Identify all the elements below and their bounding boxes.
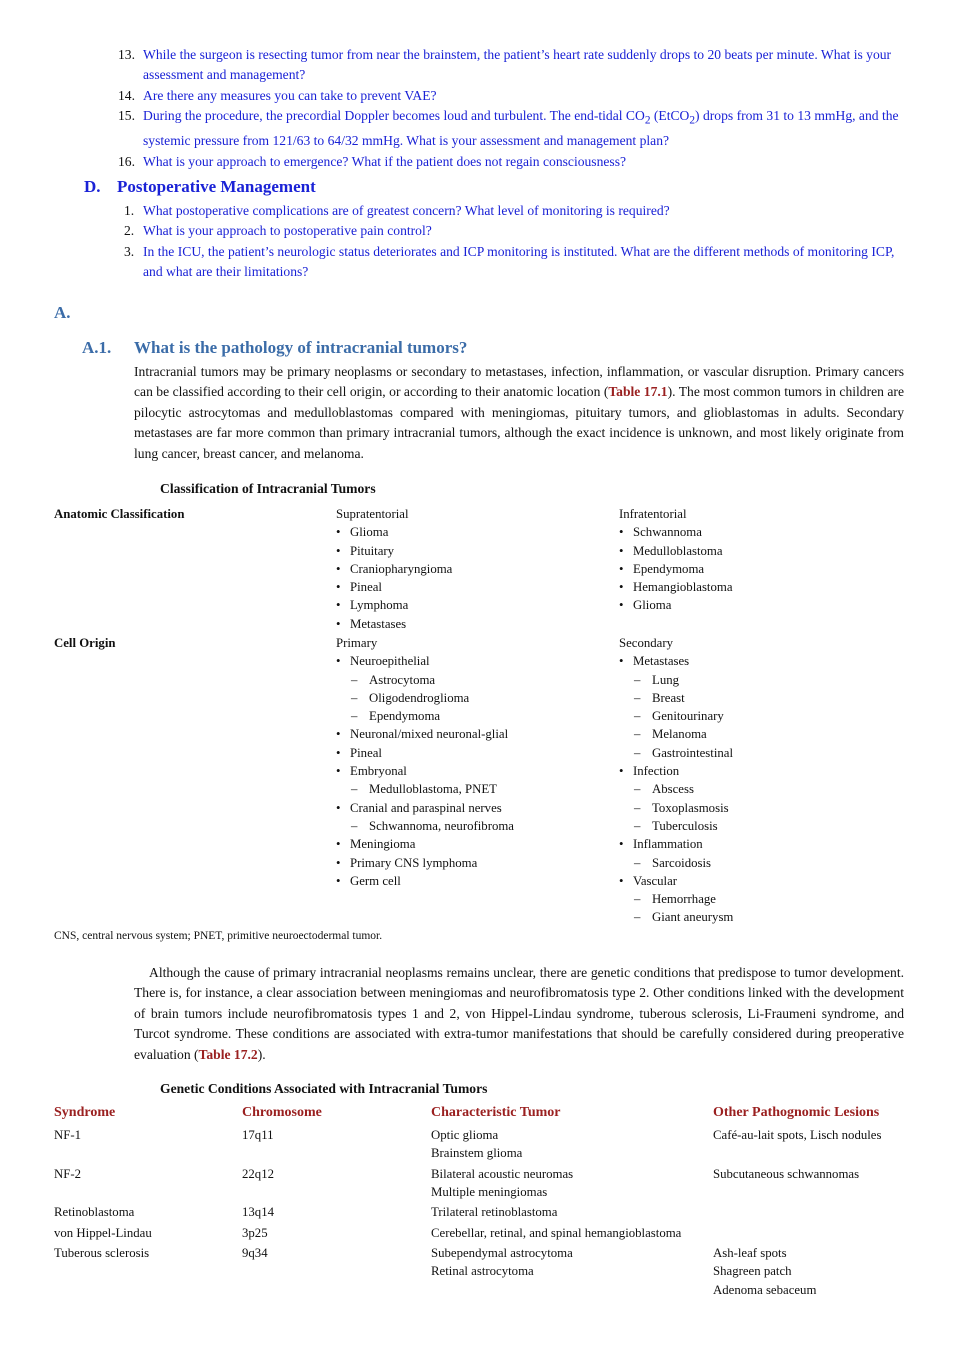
table-cell <box>54 1224 254 1242</box>
question-text-part: During the procedure, the precordial Doppler becomes loud and turbulent. The end-tidal CO <box>143 108 645 124</box>
subsection-title: What is the pathology of intracranial tumors? <box>134 338 468 357</box>
paragraph-text: Intracranial tumors may be primary neoplasms or secondary to metastases, infection, inflammation, or vascular disruption. Primary cancers can be classified according to their cell origin, or according to their anatomic location ( <box>134 364 904 400</box>
question-number: 16. <box>118 153 135 169</box>
list-item: • Neuronal/mixed neuronal-glial <box>336 725 606 743</box>
list-item: • Medulloblastoma <box>619 542 919 560</box>
cell-line: Trilateral retinoblastoma <box>431 1205 558 1219</box>
list-item: • Hemangioblastoma <box>619 578 919 596</box>
cell-line: Retinoblastoma <box>54 1205 135 1219</box>
sub-list-item: – Abscess <box>619 780 919 798</box>
secondary-list <box>619 652 919 926</box>
cell-line: 22q12 <box>242 1167 274 1181</box>
infratentorial-list <box>619 523 919 614</box>
cell-line: Ash-leaf spots <box>713 1246 787 1260</box>
cell-line: NF-1 <box>54 1128 82 1142</box>
row-label-anatomic <box>54 505 184 523</box>
table-cell <box>431 1165 721 1202</box>
sub-list-item: – Ependymoma <box>336 707 606 725</box>
column-primary <box>336 634 606 890</box>
list-item: • Ependymoma <box>619 560 919 578</box>
cell-line: 9q34 <box>242 1246 268 1260</box>
question-list-postop <box>118 201 908 283</box>
list-item: • Glioma <box>619 596 919 614</box>
sub-list-item: – Giant aneurysm <box>619 908 919 926</box>
table-cell <box>431 1244 721 1281</box>
question-14 <box>118 86 908 106</box>
column-header: Syndrome <box>54 1105 116 1120</box>
sub-list-item: – Gastrointestinal <box>619 744 919 762</box>
table-cell <box>54 1126 254 1144</box>
question-number: 15. <box>118 108 135 124</box>
list-item: • Pituitary <box>336 542 596 560</box>
question-number: 1. <box>124 203 135 218</box>
table-cell <box>242 1203 442 1221</box>
sub-list-item: – Genitourinary <box>619 707 919 725</box>
sub-list-item: – Schwannoma, neurofibroma <box>336 817 606 835</box>
list-item: • Meningioma <box>336 835 606 853</box>
question-15 <box>118 106 908 152</box>
table-genetic-title: Genetic Conditions Associated with Intracranial Tumors <box>160 1081 488 1096</box>
cell-line: 3p25 <box>242 1226 268 1240</box>
table-cell <box>242 1244 442 1262</box>
column-heading: Infratentorial <box>619 507 687 521</box>
table-cell <box>431 1203 721 1221</box>
table-cell <box>242 1126 442 1144</box>
cell-line: Adenoma sebaceum <box>713 1282 817 1297</box>
subscript: 2 <box>689 114 696 127</box>
list-item: • Pineal <box>336 744 606 762</box>
cell-line: von Hippel-Lindau <box>54 1226 152 1240</box>
question-13 <box>118 45 908 86</box>
sub-list-item: – Toxoplasmosis <box>619 799 919 817</box>
list-item: • Vascular <box>619 872 919 890</box>
list-item: • Pineal <box>336 578 596 596</box>
list-item: • Metastases <box>619 652 919 670</box>
sub-list-item: – Melanoma <box>619 725 919 743</box>
table-reference-link[interactable]: Table 17.1 <box>608 384 668 400</box>
table-classification-title: Classification of Intracranial Tumors <box>160 481 376 496</box>
cell-line: Tuberous sclerosis <box>54 1246 150 1260</box>
section-d-heading <box>84 177 316 197</box>
list-item: • Germ cell <box>336 872 606 890</box>
column-header: Other Pathognomic Lesions <box>713 1105 880 1120</box>
column-heading: Supratentorial <box>336 507 409 521</box>
section-letter: D. <box>84 177 101 196</box>
section-a-heading: A. <box>54 303 71 322</box>
sub-list-item: – Medulloblastoma, PNET <box>336 780 606 798</box>
question-16 <box>118 152 908 172</box>
question-number: 13. <box>118 47 135 62</box>
question-number: 2. <box>124 223 135 239</box>
cell-line: Optic glioma <box>431 1128 499 1142</box>
cell-line: Subcutaneous schwannomas <box>713 1167 860 1181</box>
column-supratentorial <box>336 505 596 633</box>
subsection-number: A.1. <box>82 338 112 357</box>
table-cell <box>54 1244 254 1262</box>
table-cell <box>713 1244 913 1299</box>
question-list-top <box>118 45 908 172</box>
paragraph-genetic <box>134 963 904 1065</box>
table-cell <box>54 1203 254 1221</box>
question-text: Are there any measures you can take to prevent VAE? <box>143 87 437 103</box>
table-reference-link[interactable]: Table 17.2 <box>198 1046 258 1062</box>
table-cell <box>431 1126 721 1163</box>
list-item: • Lymphoma <box>336 596 596 614</box>
question-text <box>143 106 908 152</box>
list-item: • Craniopharyngioma <box>336 560 596 578</box>
list-item: • Infection <box>619 762 919 780</box>
row-label: Cell Origin <box>54 636 116 650</box>
list-item: • Primary CNS lymphoma <box>336 854 606 872</box>
question-text: What is your approach to postoperative pain control? <box>143 223 432 239</box>
question-number: 3. <box>124 243 135 259</box>
sub-list-item: – Tuberculosis <box>619 817 919 835</box>
question-text-part: ) drops from 31 to 13 mmHg, and the systemic pressure from 121/63 to 64/32 mmHg. What is your assessment and management plan? <box>143 108 899 149</box>
question-postop-1 <box>118 201 908 221</box>
column-heading: Primary <box>336 636 378 650</box>
cell-line: Retinal astrocytoma <box>431 1264 534 1279</box>
table-cell <box>54 1165 254 1183</box>
list-item: • Embryonal <box>336 762 606 780</box>
column-header: Characteristic Tumor <box>431 1105 561 1120</box>
list-item: • Cranial and paraspinal nerves <box>336 799 606 817</box>
cell-line: Multiple meningiomas <box>431 1185 548 1200</box>
subscript: 2 <box>644 114 651 127</box>
cell-line: Café-au-lait spots, Lisch nodules <box>713 1128 882 1142</box>
paragraph-pathology <box>134 362 904 464</box>
column-secondary <box>619 634 919 927</box>
question-text: In the ICU, the patient’s neurologic status deteriorates and ICP monitoring is instituted. What are the different methods of monitoring ICP, and what are their limitations? <box>143 243 895 280</box>
question-text: While the surgeon is resecting tumor from near the brainstem, the patient’s heart rate suddenly drops to 20 beats per minute. What is your assessment and management? <box>143 47 892 83</box>
sub-list-item: – Oligodendroglioma <box>336 689 606 707</box>
cell-line: Shagreen patch <box>713 1264 792 1279</box>
column-infratentorial <box>619 505 919 615</box>
paragraph-text: ). The most common tumors in children are pilocytic astrocytomas and medulloblastomas compared with meningiomas, pituitary tumors, and glioblastomas in adults. Secondary metastases are far more common than primary intracranial tumors, although the exact incidence is unknown, and most likely originate from lung cancer, breast cancer, and melanoma. <box>134 384 904 461</box>
list-item: • Glioma <box>336 523 596 541</box>
question-text-part: (EtCO <box>650 108 690 124</box>
sub-list-item: – Lung <box>619 671 919 689</box>
cell-line: Brainstem glioma <box>431 1146 523 1161</box>
cell-line: NF-2 <box>54 1167 82 1181</box>
question-text: What postoperative complications are of greatest concern? What level of monitoring is required? <box>143 203 670 218</box>
sub-list-item: – Hemorrhage <box>619 890 919 908</box>
paragraph-text: Although the cause of primary intracranial neoplasms remains unclear, there are genetic conditions that predispose to tumor development. There is, for instance, a clear association between meningiomas and neurofibromatosis type 2. Other conditions linked with the development of brain tumors include neurofibromatosis types 1 and 2, von Hippel-Lindau syndrome, tuberous sclerosis, Li-Fraumeni syndrome, and Turcot syndrome. These conditions are associated with extra-tumor manifestations that should be carefully considered during preoperative evaluation ( <box>134 965 904 1062</box>
primary-list <box>336 652 606 890</box>
cell-line: 13q14 <box>242 1205 274 1219</box>
table-cell <box>713 1165 913 1183</box>
list-item: • Inflammation <box>619 835 919 853</box>
question-text: What is your approach to emergence? What if the patient does not regain consciousness? <box>143 153 627 169</box>
cell-line: 17q11 <box>242 1128 274 1142</box>
table-cell <box>431 1224 721 1242</box>
table-cell <box>713 1126 913 1144</box>
row-label-cell-origin <box>54 634 116 652</box>
cell-line: Subependymal astrocytoma <box>431 1246 573 1260</box>
supratentorial-list <box>336 523 596 633</box>
column-header: Chromosome <box>242 1105 322 1120</box>
cell-line: Cerebellar, retinal, and spinal hemangioblastoma <box>431 1226 682 1240</box>
sub-list-item: – Breast <box>619 689 919 707</box>
table-footnote: CNS, central nervous system; PNET, primitive neuroectodermal tumor. <box>54 930 383 942</box>
table-cell <box>242 1224 442 1242</box>
sub-list-item: – Sarcoidosis <box>619 854 919 872</box>
question-number: 14. <box>118 87 135 103</box>
row-label: Anatomic Classification <box>54 507 185 521</box>
subsection-a1-heading <box>82 338 467 358</box>
cell-line: Bilateral acoustic neuromas <box>431 1167 574 1181</box>
paragraph-text: ). <box>257 1046 266 1062</box>
question-postop-3 <box>118 242 908 283</box>
sub-list-item: – Astrocytoma <box>336 671 606 689</box>
list-item: • Neuroepithelial <box>336 652 606 670</box>
column-heading: Secondary <box>619 636 674 650</box>
question-postop-2 <box>118 221 908 241</box>
list-item: • Schwannoma <box>619 523 919 541</box>
list-item: • Metastases <box>336 615 596 633</box>
table-cell <box>242 1165 442 1183</box>
section-title: Postoperative Management <box>117 177 316 196</box>
